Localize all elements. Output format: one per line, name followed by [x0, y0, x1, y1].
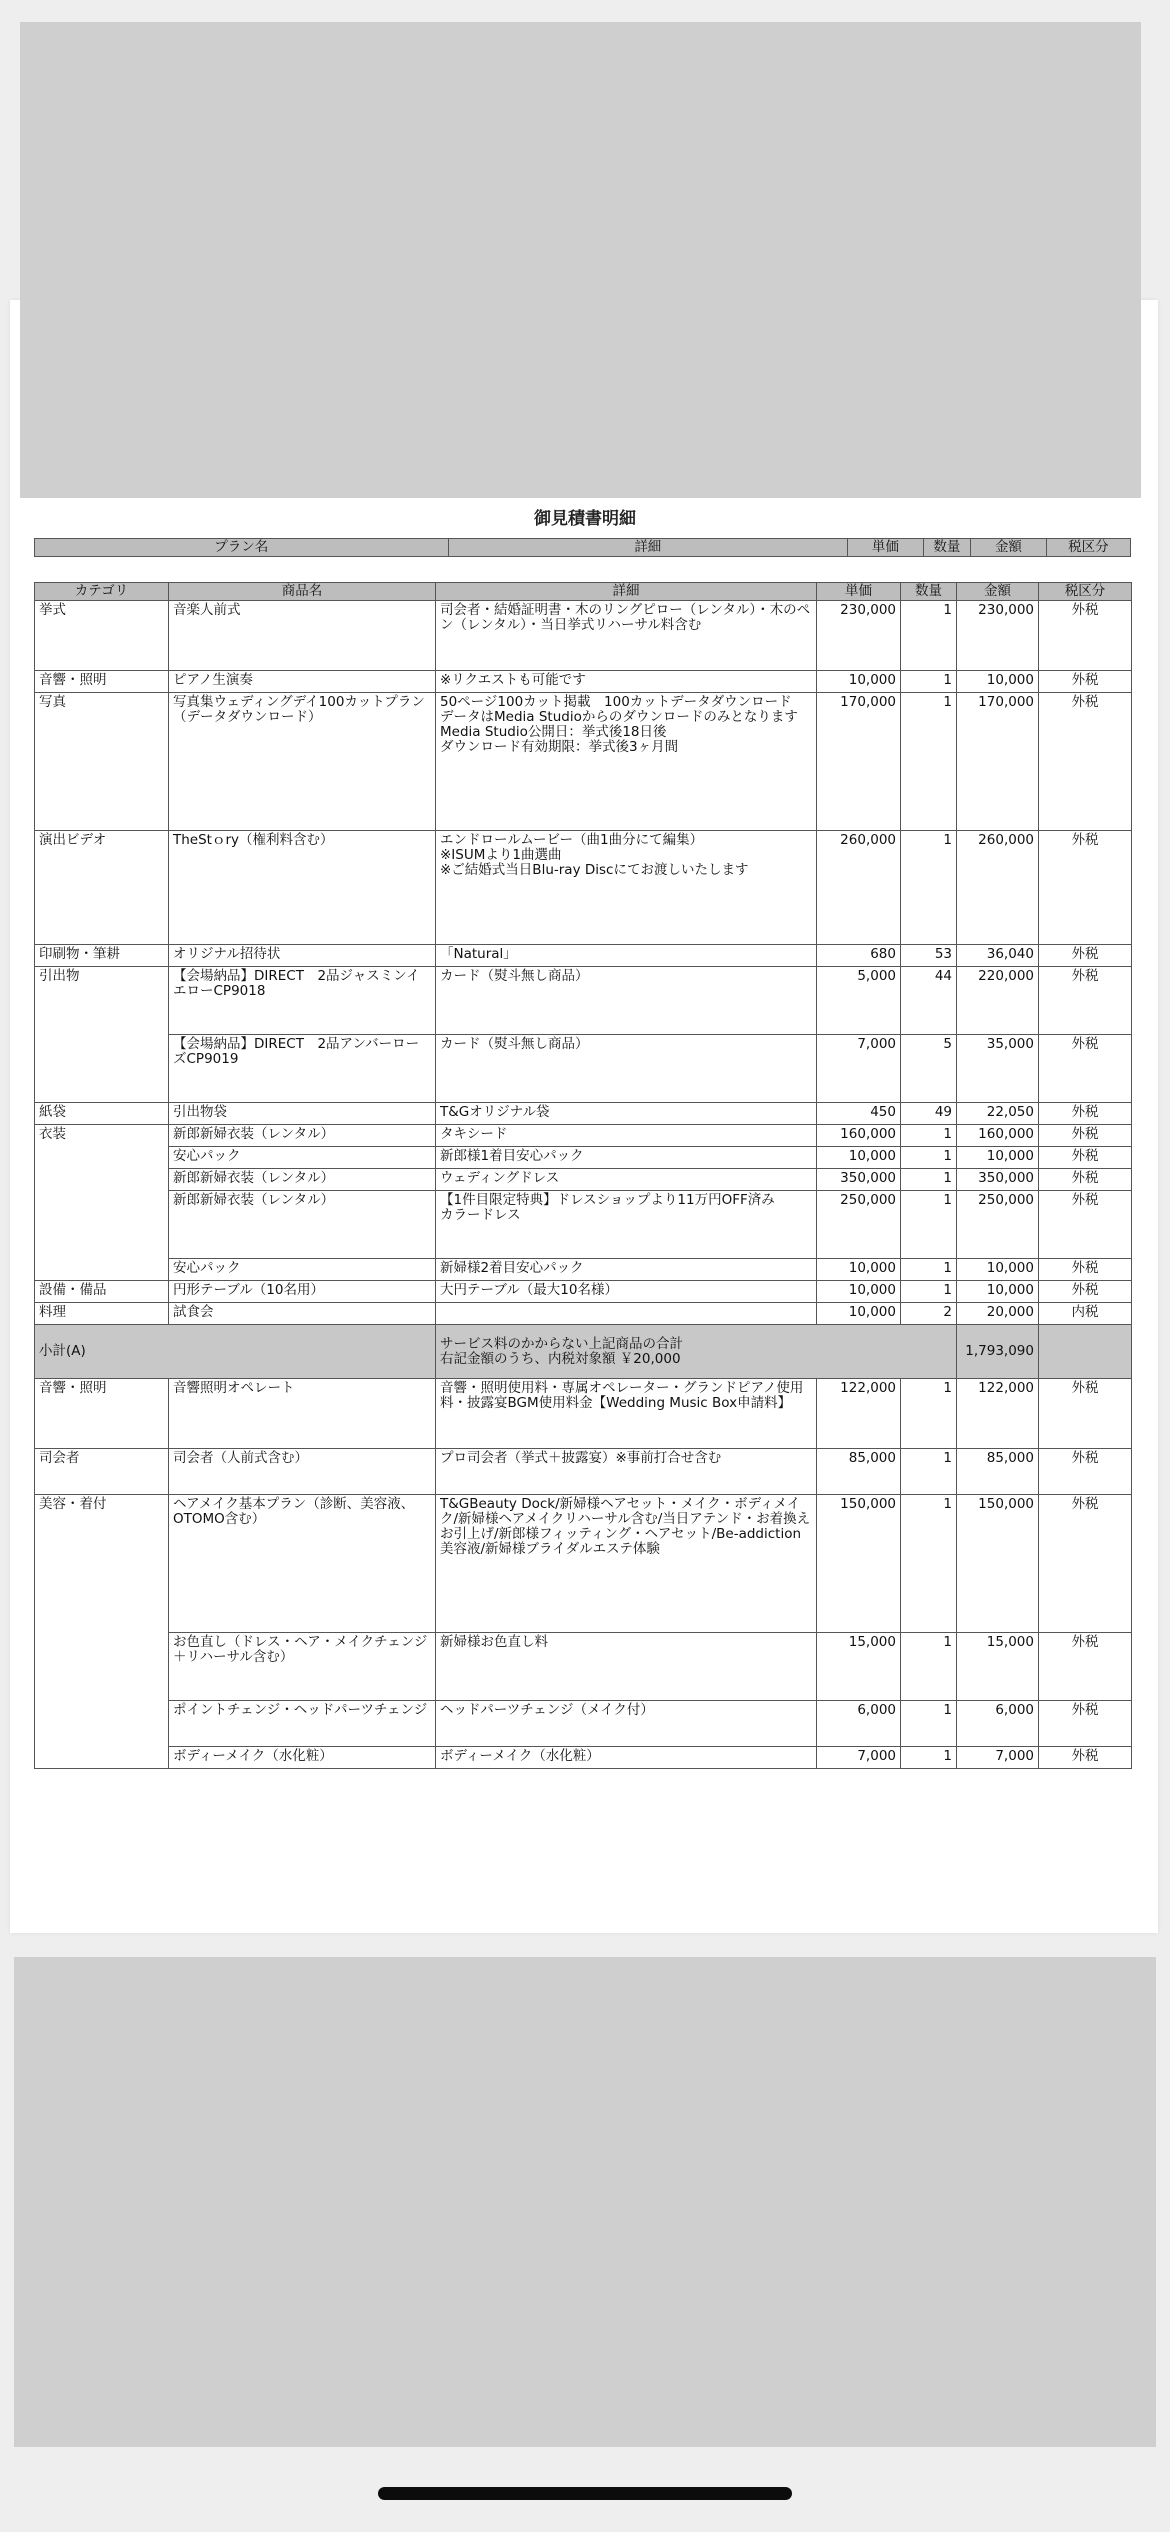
detail-cell: ヘッドパーツチェンジ（メイク付）: [436, 1701, 817, 1747]
amount-cell: 170,000: [957, 693, 1039, 831]
category-cell: 演出ビデオ: [35, 831, 169, 945]
quantity-cell: 1: [901, 1259, 957, 1281]
quantity-cell: 1: [901, 1747, 957, 1769]
quantity-cell: 5: [901, 1035, 957, 1103]
column-header-row: [35, 583, 1132, 601]
unit-price-cell: 150,000: [817, 1495, 901, 1633]
product-name-cell: オリジナル招待状: [169, 945, 436, 967]
table-row: [35, 693, 1132, 831]
tax-type-cell: 外税: [1039, 671, 1132, 693]
quantity-cell: 1: [901, 1125, 957, 1147]
table-row: [35, 1259, 1132, 1281]
product-name-cell: 【会場納品】DIRECT 2品ジャスミンイエローCP9018: [169, 967, 436, 1035]
product-name-cell: ピアノ生演奏: [169, 671, 436, 693]
category-cell: 紙袋: [35, 1103, 169, 1125]
top-image-placeholder-cover: [20, 22, 1141, 498]
unit-price-cell: 260,000: [817, 831, 901, 945]
estimate-table: [34, 582, 1132, 1769]
amount-cell: 15,000: [957, 1633, 1039, 1701]
quantity-cell: 1: [901, 1449, 957, 1495]
category-cell: 料理: [35, 1303, 169, 1325]
tax-type-cell: 外税: [1039, 601, 1132, 671]
detail-cell: エンドロールムービー（曲1曲分にて編集） ※ISUMより1曲選曲 ※ご結婚式当日Blu-ray Discにてお渡しいたします: [436, 831, 817, 945]
plan-amount-header: 金額: [971, 539, 1047, 557]
quantity-cell: 1: [901, 1633, 957, 1701]
tax-type-cell: 外税: [1039, 1449, 1132, 1495]
plan-name-header: プラン名: [35, 539, 449, 557]
table-row: [35, 1147, 1132, 1169]
category-cell: 音響・照明: [35, 1379, 169, 1449]
table-row: [35, 1379, 1132, 1449]
product-name-cell: ボディーメイク（水化粧）: [169, 1747, 436, 1769]
quantity-cell: 1: [901, 1191, 957, 1259]
category-cell: 引出物: [35, 967, 169, 1103]
product-name-header: 商品名: [169, 583, 436, 601]
detail-cell: ※リクエストも可能です: [436, 671, 817, 693]
tax-type-cell: 外税: [1039, 831, 1132, 945]
quantity-cell: 44: [901, 967, 957, 1035]
tax-type-cell: 外税: [1039, 1147, 1132, 1169]
unit-price-cell: 10,000: [817, 1303, 901, 1325]
category-cell: 司会者: [35, 1449, 169, 1495]
product-name-cell: 引出物袋: [169, 1103, 436, 1125]
table-row: [35, 671, 1132, 693]
quantity-cell: 1: [901, 671, 957, 693]
tax-type-cell: 外税: [1039, 693, 1132, 831]
quantity-cell: 1: [901, 601, 957, 671]
detail-cell: カード（熨斗無し商品）: [436, 1035, 817, 1103]
table-row: [35, 601, 1132, 671]
category-cell: 美容・着付: [35, 1495, 169, 1769]
detail-cell: 「Natural」: [436, 945, 817, 967]
tax-type-cell: 外税: [1039, 967, 1132, 1035]
table-row: [35, 967, 1132, 1035]
product-name-cell: ポイントチェンジ・ヘッドパーツチェンジ: [169, 1701, 436, 1747]
product-name-cell: 音楽人前式: [169, 601, 436, 671]
tax-type-header: 税区分: [1039, 583, 1132, 601]
subtotal-row: [35, 1325, 1132, 1379]
detail-cell: 音響・照明使用料・専属オペレーター・グランドピアノ使用料・披露宴BGM使用料金【Wedding Music Box申請料】: [436, 1379, 817, 1449]
detail-cell: 50ページ100カット掲載 100カットデータダウンロード データはMedia Studioからのダウンロードのみとなります Media Studio公開日：挙式後18日後 ダウンロード有効期限：挙式後3ヶ月間: [436, 693, 817, 831]
amount-cell: 122,000: [957, 1379, 1039, 1449]
detail-cell: T&GBeauty Dock/新婦様ヘアセット・メイク・ボディメイク/新婦様ヘアメイクリハーサル含む/当日アテンド・お着換えお引上げ/新郎様フィッティング・ヘアセット/Be-addiction美容液/新婦様ブライダルエステ体験: [436, 1495, 817, 1633]
quantity-cell: 1: [901, 1169, 957, 1191]
category-cell: 挙式: [35, 601, 169, 671]
detail-cell: 【1件目限定特典】ドレスショップより11万円OFF済み カラードレス: [436, 1191, 817, 1259]
amount-cell: 230,000: [957, 601, 1039, 671]
amount-cell: 260,000: [957, 831, 1039, 945]
table-row: [35, 1125, 1132, 1147]
category-cell: 印刷物・筆耕: [35, 945, 169, 967]
amount-cell: 6,000: [957, 1701, 1039, 1747]
quantity-cell: 1: [901, 693, 957, 831]
amount-cell: 20,000: [957, 1303, 1039, 1325]
tax-type-cell: 外税: [1039, 945, 1132, 967]
unit-price-cell: 7,000: [817, 1035, 901, 1103]
unit-price-cell: 10,000: [817, 1281, 901, 1303]
product-name-cell: 円形テーブル（10名用）: [169, 1281, 436, 1303]
product-name-cell: 司会者（人前式含む）: [169, 1449, 436, 1495]
table-row: [35, 1449, 1132, 1495]
detail-header: 詳細: [436, 583, 817, 601]
subtotal-tax-cell: [1039, 1325, 1132, 1379]
unit-price-cell: 10,000: [817, 671, 901, 693]
detail-cell: 新婦様2着目安心パック: [436, 1259, 817, 1281]
subtotal-label: 小計(A): [35, 1325, 436, 1379]
amount-header: 金額: [957, 583, 1039, 601]
product-name-cell: 新郎新婦衣装（レンタル）: [169, 1191, 436, 1259]
tax-type-cell: 外税: [1039, 1169, 1132, 1191]
amount-cell: 10,000: [957, 1259, 1039, 1281]
quantity-cell: 1: [901, 1701, 957, 1747]
category-cell: 衣装: [35, 1125, 169, 1281]
unit-price-cell: 250,000: [817, 1191, 901, 1259]
quantity-cell: 1: [901, 831, 957, 945]
tax-type-cell: 外税: [1039, 1747, 1132, 1769]
subtotal-amount: 1,793,090: [957, 1325, 1039, 1379]
table-row: [35, 831, 1132, 945]
plan-tax-header: 税区分: [1046, 539, 1130, 557]
table-row: [35, 1303, 1132, 1325]
product-name-cell: 音響照明オペレート: [169, 1379, 436, 1449]
unit-price-cell: 350,000: [817, 1169, 901, 1191]
quantity-cell: 1: [901, 1147, 957, 1169]
amount-cell: 10,000: [957, 1147, 1039, 1169]
unit-price-cell: 5,000: [817, 967, 901, 1035]
plan-price-header: 単価: [848, 539, 924, 557]
category-cell: 音響・照明: [35, 671, 169, 693]
amount-cell: 150,000: [957, 1495, 1039, 1633]
tax-type-cell: 内税: [1039, 1303, 1132, 1325]
table-row: [35, 1169, 1132, 1191]
product-name-cell: 新郎新婦衣装（レンタル）: [169, 1125, 436, 1147]
unit-price-cell: 10,000: [817, 1147, 901, 1169]
amount-cell: 10,000: [957, 1281, 1039, 1303]
amount-cell: 250,000: [957, 1191, 1039, 1259]
detail-cell: ボディーメイク（水化粧）: [436, 1747, 817, 1769]
amount-cell: 85,000: [957, 1449, 1039, 1495]
product-name-cell: お色直し（ドレス・ヘア・メイクチェンジ＋リハーサル含む）: [169, 1633, 436, 1701]
table-row: [35, 1281, 1132, 1303]
plan-header-table: [34, 538, 1131, 557]
quantity-cell: 1: [901, 1281, 957, 1303]
detail-cell: 司会者・結婚証明書・木のリングピロー（レンタル）・木のペン（レンタル）・当日挙式リハーサル料含む: [436, 601, 817, 671]
bottom-image-placeholder: [14, 1957, 1156, 2447]
product-name-cell: 写真集ウェディングデイ100カットプラン（データダウンロード）: [169, 693, 436, 831]
tax-type-cell: 外税: [1039, 1633, 1132, 1701]
product-name-cell: 安心パック: [169, 1147, 436, 1169]
unit-price-cell: 450: [817, 1103, 901, 1125]
product-name-cell: 新郎新婦衣装（レンタル）: [169, 1169, 436, 1191]
detail-cell: ウェディングドレス: [436, 1169, 817, 1191]
unit-price-cell: 10,000: [817, 1259, 901, 1281]
category-cell: 写真: [35, 693, 169, 831]
table-row: [35, 1191, 1132, 1259]
detail-cell: タキシード: [436, 1125, 817, 1147]
table-row: [35, 1035, 1132, 1103]
detail-cell: 新婦様お色直し料: [436, 1633, 817, 1701]
quantity-cell: 2: [901, 1303, 957, 1325]
plan-header-row: [35, 539, 1131, 557]
table-row: [35, 1701, 1132, 1747]
unit-price-cell: 6,000: [817, 1701, 901, 1747]
document-title: 御見積書明細: [534, 509, 636, 529]
detail-cell: 大円テーブル（最大10名様）: [436, 1281, 817, 1303]
quantity-header: 数量: [901, 583, 957, 601]
product-name-cell: TheStｏry（権利料含む）: [169, 831, 436, 945]
product-name-cell: 試食会: [169, 1303, 436, 1325]
tax-type-cell: 外税: [1039, 1379, 1132, 1449]
amount-cell: 160,000: [957, 1125, 1039, 1147]
tax-type-cell: 外税: [1039, 1035, 1132, 1103]
table-row: [35, 1747, 1132, 1769]
amount-cell: 7,000: [957, 1747, 1039, 1769]
category-cell: 設備・備品: [35, 1281, 169, 1303]
unit-price-cell: 7,000: [817, 1747, 901, 1769]
amount-cell: 350,000: [957, 1169, 1039, 1191]
tax-type-cell: 外税: [1039, 1701, 1132, 1747]
unit-price-cell: 15,000: [817, 1633, 901, 1701]
detail-cell: [436, 1303, 817, 1325]
quantity-cell: 1: [901, 1495, 957, 1633]
amount-cell: 35,000: [957, 1035, 1039, 1103]
detail-cell: 新郎様1着目安心パック: [436, 1147, 817, 1169]
plan-qty-header: 数量: [923, 539, 971, 557]
unit-price-cell: 680: [817, 945, 901, 967]
unit-price-cell: 160,000: [817, 1125, 901, 1147]
detail-cell: カード（熨斗無し商品）: [436, 967, 817, 1035]
amount-cell: 22,050: [957, 1103, 1039, 1125]
unit-price-cell: 230,000: [817, 601, 901, 671]
table-row: [35, 945, 1132, 967]
product-name-cell: 【会場納品】DIRECT 2品アンバーローズCP9019: [169, 1035, 436, 1103]
amount-cell: 36,040: [957, 945, 1039, 967]
table-row: [35, 1495, 1132, 1633]
tax-type-cell: 外税: [1039, 1495, 1132, 1633]
unit-price-cell: 122,000: [817, 1379, 901, 1449]
category-header: カテゴリ: [35, 583, 169, 601]
product-name-cell: ヘアメイク基本プラン（診断、美容液、OTOMO含む）: [169, 1495, 436, 1633]
amount-cell: 10,000: [957, 671, 1039, 693]
quantity-cell: 53: [901, 945, 957, 967]
subtotal-note: サービス料のかからない上記商品の合計 右記金額のうち、内税対象額 ￥20,000: [436, 1325, 957, 1379]
tax-type-cell: 外税: [1039, 1259, 1132, 1281]
home-indicator[interactable]: [378, 2487, 792, 2500]
table-row: [35, 1633, 1132, 1701]
tax-type-cell: 外税: [1039, 1281, 1132, 1303]
quantity-cell: 49: [901, 1103, 957, 1125]
tax-type-cell: 外税: [1039, 1125, 1132, 1147]
amount-cell: 220,000: [957, 967, 1039, 1035]
tax-type-cell: 外税: [1039, 1103, 1132, 1125]
plan-detail-header: 詳細: [448, 539, 848, 557]
unit-price-header: 単価: [817, 583, 901, 601]
quantity-cell: 1: [901, 1379, 957, 1449]
detail-cell: プロ司会者（挙式＋披露宴）※事前打合せ含む: [436, 1449, 817, 1495]
unit-price-cell: 85,000: [817, 1449, 901, 1495]
unit-price-cell: 170,000: [817, 693, 901, 831]
detail-cell: T&Gオリジナル袋: [436, 1103, 817, 1125]
tax-type-cell: 外税: [1039, 1191, 1132, 1259]
table-row: [35, 1103, 1132, 1125]
product-name-cell: 安心パック: [169, 1259, 436, 1281]
